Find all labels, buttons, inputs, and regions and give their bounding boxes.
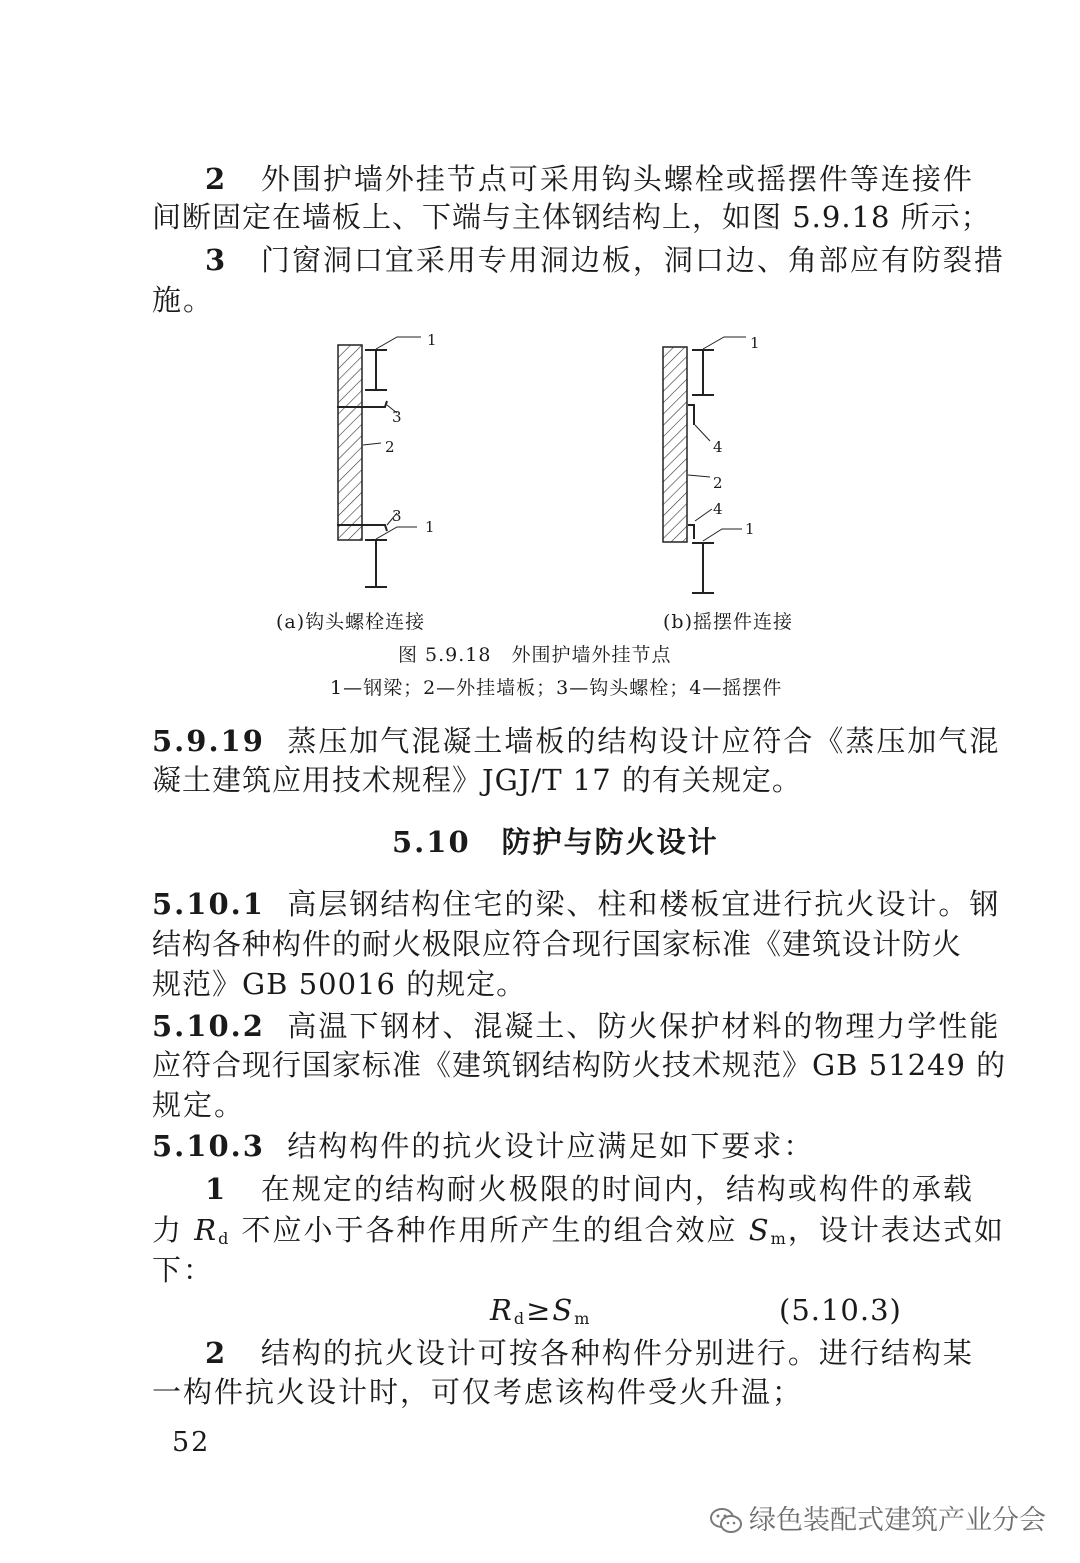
figure-legend: 1—钢梁；2—外挂墙板；3—钩头螺栓；4—摇摆件 xyxy=(330,677,783,699)
item-text: 门窗洞口宜采用专用洞边板，洞口边、角部应有防裂措 xyxy=(260,243,1005,277)
formula-rhs-subscript: m xyxy=(574,1309,592,1328)
clause-5-10-3-line-1 xyxy=(152,1126,814,1166)
text-segment: 力 xyxy=(152,1213,184,1247)
section-heading: 5.10 防护与防火设计 xyxy=(392,825,719,859)
steel-beam-lower xyxy=(692,543,714,593)
fig-b-label-1-low: 1 xyxy=(745,520,756,538)
clause-5-10-2-line-2: 应符合现行国家标准《建筑钢结构防火技术规范》GB 51249 的 xyxy=(152,1048,1007,1082)
fig-a-label-1-top: 1 xyxy=(427,331,438,349)
clause-number: 5.10.1 xyxy=(152,887,265,921)
page-number: 52 xyxy=(172,1427,211,1458)
clause-5-10-3-item-1-line-2 xyxy=(152,1210,1005,1259)
wechat-icon xyxy=(709,1507,743,1535)
clause-number: 5.10.3 xyxy=(152,1129,265,1163)
text-segment: ，设计表达式如 xyxy=(787,1213,1005,1247)
fig-b-label-4-low: 4 xyxy=(713,500,724,518)
clause-text: 高层钢结构住宅的梁、柱和楼板宜进行抗火设计。钢 xyxy=(287,887,1001,921)
clause-5-10-2-line-3: 规定。 xyxy=(152,1088,246,1122)
steel-beam-lower xyxy=(365,540,387,587)
clause-5-10-3-item-1-line-1 xyxy=(205,1169,974,1209)
item-number: 2 xyxy=(205,1336,228,1370)
fig-b-label-1-top: 1 xyxy=(750,334,761,352)
fig-a-label-1-low: 1 xyxy=(425,518,436,536)
clause-5-10-1-line-2: 结构各种构件的耐火极限应符合现行国家标准《建筑设计防火 xyxy=(152,927,963,961)
item-text: 在规定的结构耐火极限的时间内，结构或构件的承载 xyxy=(260,1172,974,1206)
item-2-line-1 xyxy=(205,159,974,199)
clause-5-10-1-line-1 xyxy=(152,884,1000,924)
clause-5-10-1-line-3: 规范》GB 50016 的规定。 xyxy=(152,967,527,1001)
fig-a-label-3-mid: 3 xyxy=(392,408,403,426)
formula-operator: ≥ xyxy=(526,1293,553,1327)
steel-beam-upper xyxy=(365,350,387,390)
formula xyxy=(490,1290,591,1339)
clause-5-9-19-line-2: 凝土建筑应用技术规程》JGJ/T 17 的有关规定。 xyxy=(152,763,802,797)
item-3-line-1 xyxy=(205,240,1005,280)
figure-title: 图 5.9.18 外围护墙外挂节点 xyxy=(398,644,672,666)
rocking-connector-lower xyxy=(688,525,694,539)
symbol-sm: S xyxy=(748,1213,771,1247)
rocking-connector-upper xyxy=(688,405,694,425)
steel-beam-upper xyxy=(692,350,714,395)
fig-b-label-2: 2 xyxy=(713,474,724,492)
equation-number: (5.10.3) xyxy=(779,1293,902,1327)
item-2-line-2: 间断固定在墙板上、下端与主体钢结构上，如图 5.9.18 所示； xyxy=(152,200,991,234)
symbol-rd: R xyxy=(194,1213,219,1247)
wall-panel xyxy=(338,345,362,540)
clause-5-10-3-item-2-line-2: 一构件抗火设计时，可仅考虑该构件受火升温； xyxy=(152,1375,804,1409)
item-text: 外围护墙外挂节点可采用钩头螺栓或摇摆件等连接件 xyxy=(260,162,974,196)
clause-5-9-19-line-1 xyxy=(152,721,1000,761)
text-segment: 不应小于各种作用所产生的组合效应 xyxy=(241,1213,738,1247)
fig-a-label-3-low: 3 xyxy=(392,507,403,525)
figure-caption-b: (b)摇摆件连接 xyxy=(663,611,793,633)
fig-a-label-2: 2 xyxy=(385,438,396,456)
clause-5-10-2-line-1 xyxy=(152,1006,1000,1046)
clause-text: 蒸压加气混凝土墙板的结构设计应符合《蒸压加气混 xyxy=(287,724,1001,758)
clause-text: 结构构件的抗火设计应满足如下要求： xyxy=(287,1129,815,1163)
wall-panel xyxy=(663,347,687,542)
item-text: 结构的抗火设计可按各种构件分别进行。进行结构某 xyxy=(260,1336,974,1370)
clause-text: 高温下钢材、混凝土、防火保护材料的物理力学性能 xyxy=(287,1009,1001,1043)
watermark-text: 绿色装配式建筑产业分会 xyxy=(749,1505,1046,1536)
symbol-rd-subscript: d xyxy=(218,1229,231,1248)
figure-caption-a: (a)钩头螺栓连接 xyxy=(276,611,426,633)
formula-lhs-subscript: d xyxy=(513,1309,527,1328)
figure-b-rocking-connector-diagram xyxy=(650,325,770,620)
item-number: 2 xyxy=(205,162,228,196)
clause-5-10-3-item-1-line-3: 下： xyxy=(152,1253,215,1287)
clause-5-10-3-item-2-line-1 xyxy=(205,1333,974,1373)
fig-b-label-4-mid: 4 xyxy=(713,438,724,456)
formula-lhs: R xyxy=(490,1293,514,1327)
item-number: 3 xyxy=(205,243,228,277)
figure-a-hook-bolt-diagram xyxy=(325,325,445,620)
symbol-sm-subscript: m xyxy=(770,1229,788,1248)
item-number: 1 xyxy=(205,1172,228,1206)
clause-number: 5.9.19 xyxy=(152,724,265,758)
clause-number: 5.10.2 xyxy=(152,1009,265,1043)
formula-rhs: S xyxy=(552,1293,575,1327)
item-3-line-2: 施。 xyxy=(152,283,215,317)
watermark xyxy=(709,1498,1046,1537)
